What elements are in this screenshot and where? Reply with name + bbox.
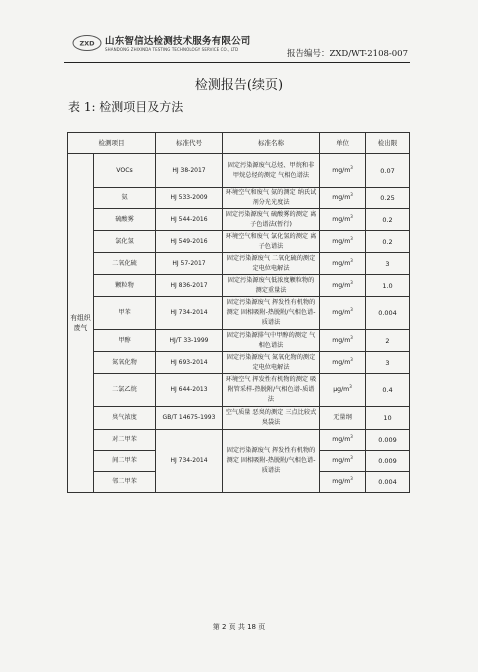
limit-cell: 0.4 [366, 374, 410, 407]
unit-cell [320, 154, 366, 188]
unit-superscript: 3 [350, 164, 353, 170]
limit-cell: 1.0 [366, 275, 410, 297]
table-row [68, 430, 410, 451]
name-cell: 固定污染源废气 氮氧化物的测定 定电位电解法 [223, 352, 320, 374]
unit-superscript: 3 [350, 279, 353, 285]
code-cell: HJ 57-2017 [156, 253, 223, 275]
item-cell: 对二甲苯 [94, 430, 156, 451]
report-number: 报告编号：ZXD/WT-2108-007 [286, 49, 408, 59]
company-name-en: SHANDONG ZHIXINDA TESTING TECHNOLOGY SERVICE CO., LTD [105, 47, 239, 52]
page-footer: 第 2 页 共 18 页 [212, 623, 266, 631]
unit-text: mg/m [332, 194, 351, 201]
item-cell: 二氧化硫 [94, 253, 156, 275]
limit-cell: 0.2 [366, 209, 410, 231]
unit-text: mg/m [332, 259, 351, 267]
code-cell: HJ 38-2017 [156, 154, 223, 188]
limit-cell: 3 [366, 352, 410, 374]
unit-superscript: 3 [350, 454, 353, 460]
header-item: 检测项目 [68, 133, 156, 154]
unit-text: mg/m [332, 336, 351, 344]
limit-cell: 0.009 [366, 451, 410, 472]
unit-text: 无量纲 [333, 414, 352, 421]
category-cell: 有组织 废气 [68, 154, 94, 493]
limit-cell: 0.2 [366, 231, 410, 253]
unit-superscript: 3 [350, 306, 353, 312]
item-cell: 二氯乙烷 [94, 374, 156, 407]
unit-text: mg/m [332, 281, 351, 289]
unit-text: mg/m [332, 237, 351, 245]
unit-cell [320, 253, 366, 275]
limit-cell: 0.004 [366, 297, 410, 330]
code-cell: HJ/T 33-1999 [156, 330, 223, 352]
limit-cell: 3 [366, 253, 410, 275]
name-cell: 环境空气和废气 氯化氢的测定 离子色谱法 [223, 231, 320, 253]
unit-cell [320, 472, 366, 493]
unit-superscript: 3 [349, 383, 352, 389]
code-cell: HJ 549-2016 [156, 231, 223, 253]
header-unit: 单位 [320, 133, 366, 154]
methods-table [67, 132, 410, 493]
unit-cell [320, 352, 366, 374]
unit-cell [320, 451, 366, 472]
limit-cell: 10 [366, 407, 410, 430]
table-row [68, 209, 410, 231]
limit-cell: 0.07 [366, 154, 410, 188]
name-cell: 固定污染源废气 二氧化硫的测定 定电位电解法 [223, 253, 320, 275]
name-cell: 固定污染源排气中甲醇的测定 气相色谱法 [223, 330, 320, 352]
unit-text: mg/m [332, 457, 351, 464]
code-cell: HJ 836-2017 [156, 275, 223, 297]
name-cell: 固定污染源废气 挥发性有机物的测定 固相吸附-热脱附/气相色谱-质谱法 [223, 297, 320, 330]
header-divider [64, 62, 410, 63]
unit-superscript: 3 [350, 356, 353, 362]
limit-cell: 2 [366, 330, 410, 352]
item-cell: 邻二甲苯 [94, 472, 156, 493]
name-cell: 固定污染源废气总烃、甲烷和非甲烷总烃的测定 气相色谱法 [223, 154, 320, 188]
item-cell: 氯化氢 [94, 231, 156, 253]
unit-superscript: 3 [350, 475, 353, 481]
unit-text: mg/m [332, 215, 351, 223]
item-cell: 间二甲苯 [94, 451, 156, 472]
unit-text: mg/m [332, 309, 351, 316]
name-cell: 环境空气和废气 氨的测定 纳氏试剂分光光度法 [223, 188, 320, 209]
group-code-cell: HJ 734-2014 [156, 430, 223, 493]
item-cell: 氨 [94, 188, 156, 209]
table-row [68, 154, 410, 188]
table-row [68, 275, 410, 297]
unit-superscript: 3 [350, 235, 353, 241]
name-cell: 固定污染源废气低浓度颗粒物的测定重量法 [223, 275, 320, 297]
item-cell: 硫酸雾 [94, 209, 156, 231]
unit-text: mg/m [332, 436, 351, 443]
company-name: 山东智信达检测技术服务有限公司 [105, 36, 251, 47]
group-name-cell: 固定污染源废气 挥发性有机物的测定 固相吸附-热脱附/气相色谱-质谱法 [223, 430, 320, 493]
unit-text: mg/m [332, 166, 351, 174]
item-cell: 氮氧化物 [94, 352, 156, 374]
document-title: 检测报告(续页) [194, 78, 284, 93]
unit-cell [320, 188, 366, 209]
code-cell: GB/T 14675-1993 [156, 407, 223, 430]
code-cell: HJ 734-2014 [156, 297, 223, 330]
unit-cell [320, 430, 366, 451]
unit-text: μg/m [333, 386, 350, 393]
unit-superscript: 3 [350, 334, 353, 340]
table-title: 表 1: 检测项目及方法 [68, 100, 184, 114]
unit-cell [320, 330, 366, 352]
table-header-row [68, 133, 410, 154]
table-row [68, 231, 410, 253]
company-logo [72, 34, 102, 52]
header-name: 标准名称 [223, 133, 320, 154]
unit-superscript: 3 [350, 433, 353, 439]
header-code: 标准代号 [156, 133, 223, 154]
code-cell: HJ 544-2016 [156, 209, 223, 231]
unit-superscript: 3 [350, 257, 353, 263]
item-cell: 颗粒物 [94, 275, 156, 297]
limit-cell: 0.25 [366, 188, 410, 209]
table-row [68, 188, 410, 209]
unit-superscript: 3 [350, 191, 353, 197]
item-cell: VOCs [94, 154, 156, 188]
item-cell: 甲醇 [94, 330, 156, 352]
table-row [68, 253, 410, 275]
unit-cell [320, 297, 366, 330]
name-cell: 环境空气 挥发性有机物的测定 吸附管采样-热脱附/气相色谱-质谱法 [223, 374, 320, 407]
table-row [68, 352, 410, 374]
unit-superscript: 3 [350, 213, 353, 219]
code-cell: HJ 533-2009 [156, 188, 223, 209]
item-cell: 臭气浓度 [94, 407, 156, 430]
table-row [68, 407, 410, 430]
limit-cell: 0.004 [366, 472, 410, 493]
code-cell: HJ 644-2013 [156, 374, 223, 407]
unit-cell [320, 209, 366, 231]
name-cell: 固定污染源废气 硫酸雾的测定 离子色谱法(暂行) [223, 209, 320, 231]
code-cell: HJ 693-2014 [156, 352, 223, 374]
table-row [68, 374, 410, 407]
unit-text: mg/m [332, 478, 351, 485]
unit-cell [320, 275, 366, 297]
table-row [68, 330, 410, 352]
header-limit: 检出限 [366, 133, 410, 154]
unit-cell [320, 407, 366, 430]
unit-cell [320, 374, 366, 407]
item-cell: 甲苯 [94, 297, 156, 330]
name-cell: 空气质量 恶臭的测定 三点比较式臭袋法 [223, 407, 320, 430]
limit-cell: 0.009 [366, 430, 410, 451]
logo-text: ZXD [79, 39, 95, 48]
unit-cell [320, 231, 366, 253]
unit-text: mg/m [332, 358, 351, 366]
table-row [68, 297, 410, 330]
